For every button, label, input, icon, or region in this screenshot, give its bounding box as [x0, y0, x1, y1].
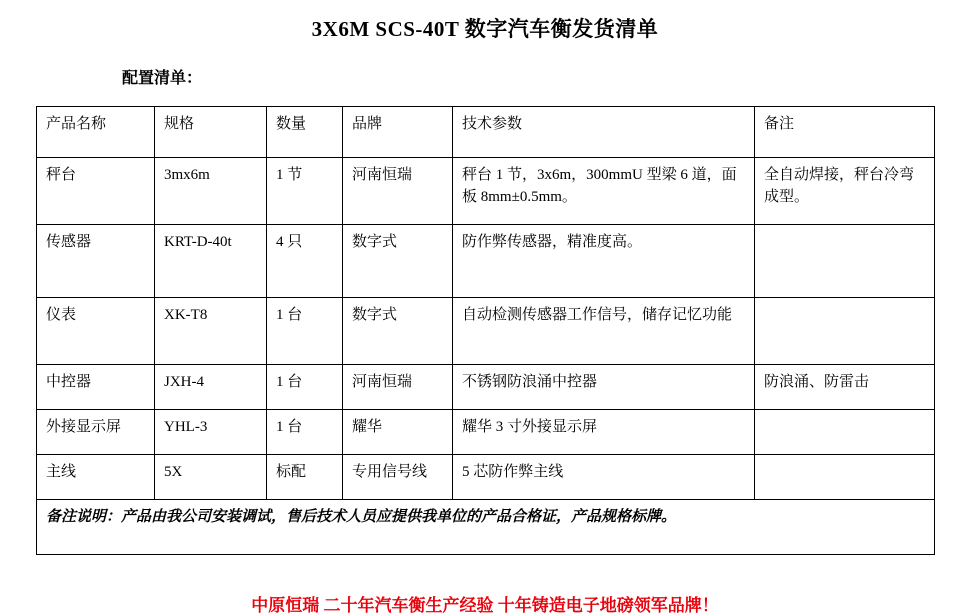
cell-remark: [755, 298, 935, 365]
cell-remark: [755, 410, 935, 455]
cell-product-name: 主线: [37, 455, 155, 500]
cell-spec: 3mx6m: [155, 158, 267, 225]
specification-table: [36, 106, 935, 555]
cell-technical-parameters: 5 芯防作弊主线: [453, 455, 755, 500]
cell-brand: 河南恒瑞: [343, 158, 453, 225]
table-row: [37, 158, 935, 225]
cell-spec: XK-T8: [155, 298, 267, 365]
cell-remark: 防浪涌、防雷击: [755, 365, 935, 410]
cell-quantity: 1 节: [267, 158, 343, 225]
cell-note: 备注说明：产品由我公司安装调试，售后技术人员应提供我单位的产品合格证，产品规格标牌。: [37, 500, 935, 555]
column-header-remark: 备注: [755, 107, 935, 158]
column-header-product-name: 产品名称: [37, 107, 155, 158]
table-row: [37, 298, 935, 365]
column-header-quantity: 数量: [267, 107, 343, 158]
table-header-row: [37, 107, 935, 158]
cell-product-name: 仪表: [37, 298, 155, 365]
cell-product-name: 秤台: [37, 158, 155, 225]
table-row: [37, 455, 935, 500]
footer-slogan: 中原恒瑞 二十年汽车衡生产经验 十年铸造电子地磅领军品牌！: [251, 596, 719, 615]
table-row: [37, 225, 935, 298]
cell-remark: [755, 455, 935, 500]
configuration-list-label: 配置清单：: [122, 70, 203, 87]
cell-spec: KRT-D-40t: [155, 225, 267, 298]
cell-remark: [755, 225, 935, 298]
cell-quantity: 1 台: [267, 365, 343, 410]
cell-technical-parameters: 防作弊传感器，精准度高。: [453, 225, 755, 298]
table-row: [37, 410, 935, 455]
cell-quantity: 4 只: [267, 225, 343, 298]
page-title: 3X6M SCS-40T 数字汽车衡发货清单: [311, 17, 659, 41]
table-note-row: [37, 500, 935, 555]
cell-brand: 数字式: [343, 298, 453, 365]
cell-product-name: 传感器: [37, 225, 155, 298]
cell-quantity: 1 台: [267, 298, 343, 365]
cell-product-name: 外接显示屏: [37, 410, 155, 455]
column-header-spec: 规格: [155, 107, 267, 158]
cell-technical-parameters: 秤台 1 节，3x6m，300mmU 型梁 6 道，面板 8mm±0.5mm。: [453, 158, 755, 225]
cell-quantity: 1 台: [267, 410, 343, 455]
cell-brand: 专用信号线: [343, 455, 453, 500]
cell-spec: YHL-3: [155, 410, 267, 455]
cell-spec: JXH-4: [155, 365, 267, 410]
column-header-brand: 品牌: [343, 107, 453, 158]
column-header-technical-parameters: 技术参数: [453, 107, 755, 158]
cell-technical-parameters: 耀华 3 寸外接显示屏: [453, 410, 755, 455]
cell-brand: 河南恒瑞: [343, 365, 453, 410]
cell-brand: 耀华: [343, 410, 453, 455]
cell-technical-parameters: 不锈钢防浪涌中控器: [453, 365, 755, 410]
cell-technical-parameters: 自动检测传感器工作信号，储存记忆功能: [453, 298, 755, 365]
cell-brand: 数字式: [343, 225, 453, 298]
cell-spec: 5X: [155, 455, 267, 500]
cell-quantity: 标配: [267, 455, 343, 500]
cell-product-name: 中控器: [37, 365, 155, 410]
table-row: [37, 365, 935, 410]
cell-remark: 全自动焊接，秤台冷弯成型。: [755, 158, 935, 225]
